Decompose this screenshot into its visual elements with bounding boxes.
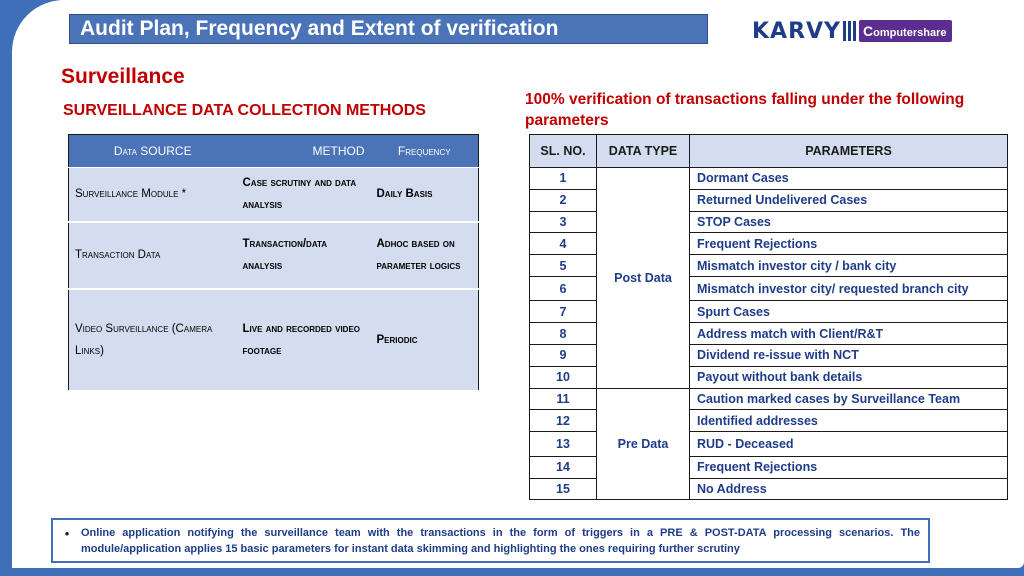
row-number: 9	[530, 345, 597, 367]
collection-methods-table	[68, 134, 479, 392]
footnote-text: Online application notifying the surveillance team with the transactions in the form of triggers in a PRE & POST-DATA processing scenarios. The module/application applies 15 basic parameters for instant data skimming and highlighting the ones requiring further scrutiny	[81, 527, 920, 555]
row-number: 6	[530, 276, 597, 301]
table-row	[530, 388, 1008, 410]
bullet-icon: •	[64, 526, 70, 541]
row-method: Transaction/data analysis	[237, 222, 371, 289]
row-number: 14	[530, 456, 597, 478]
row-parameter: Dividend re-issue with NCT	[690, 345, 1008, 367]
row-frequency: Adhoc based on parameter logics	[371, 222, 479, 289]
row-parameter: Address match with Client/R&T	[690, 323, 1008, 345]
karvy-logo-text: KARVY	[752, 18, 841, 44]
section-title: Surveillance	[61, 65, 185, 88]
row-parameter: Payout without bank details	[690, 366, 1008, 388]
table-header-row	[69, 135, 479, 168]
page-title: Audit Plan, Frequency and Extent of verification	[69, 14, 708, 44]
header-sl-no: SL. NO.	[530, 135, 597, 168]
table-header-row	[530, 135, 1008, 168]
data-type-post: Post Data	[597, 168, 690, 389]
row-parameter: Spurt Cases	[690, 301, 1008, 323]
left-subtitle: SURVEILLANCE DATA COLLECTION METHODS	[63, 102, 426, 119]
row-parameter: Frequent Rejections	[690, 233, 1008, 255]
computershare-rest: omputershare	[873, 27, 947, 39]
row-frequency: Daily Basis	[371, 168, 479, 222]
row-parameter: No Address	[690, 478, 1008, 500]
row-parameter: Returned Undelivered Cases	[690, 189, 1008, 211]
data-type-pre: Pre Data	[597, 388, 690, 500]
row-source: Surveillance Module *	[69, 168, 237, 222]
row-number: 12	[530, 410, 597, 432]
row-method: Case scrutiny and data analysis	[237, 168, 371, 222]
footnote-box	[51, 518, 930, 563]
logo-bars-icon	[843, 21, 856, 41]
row-parameter: Identified addresses	[690, 410, 1008, 432]
row-parameter: Caution marked cases by Surveillance Team	[690, 388, 1008, 410]
table-row	[69, 168, 479, 222]
header-frequency: Frequency	[371, 135, 479, 168]
row-number: 8	[530, 323, 597, 345]
header-parameters: PARAMETERS	[690, 135, 1008, 168]
parameters-table	[529, 134, 1008, 500]
table-row	[69, 222, 479, 289]
row-number: 3	[530, 211, 597, 233]
row-number: 4	[530, 233, 597, 255]
table-row	[69, 289, 479, 391]
row-parameter: RUD - Deceased	[690, 432, 1008, 457]
row-number: 13	[530, 432, 597, 457]
computershare-logo	[859, 20, 952, 42]
row-number: 5	[530, 255, 597, 277]
company-logo	[752, 17, 952, 45]
row-source: Video Surveillance (Camera Links)	[69, 289, 237, 391]
row-number: 2	[530, 189, 597, 211]
row-parameter: Dormant Cases	[690, 168, 1008, 190]
page-number: 33	[988, 552, 1004, 568]
header-data-type: DATA TYPE	[597, 135, 690, 168]
right-heading: 100% verification of transactions falling under the following parameters	[525, 91, 965, 129]
row-parameter: Mismatch investor city/ requested branch city	[690, 276, 1008, 301]
row-number: 7	[530, 301, 597, 323]
row-parameter: Frequent Rejections	[690, 456, 1008, 478]
computershare-initial: C	[862, 23, 874, 39]
row-method: Live and recorded video footage	[237, 289, 371, 391]
row-number: 15	[530, 478, 597, 500]
row-number: 1	[530, 168, 597, 190]
row-number: 10	[530, 366, 597, 388]
row-parameter: Mismatch investor city / bank city	[690, 255, 1008, 277]
header-method: METHOD	[237, 135, 371, 168]
row-number: 11	[530, 388, 597, 410]
row-frequency: Periodic	[371, 289, 479, 391]
row-parameter: STOP Cases	[690, 211, 1008, 233]
table-row	[530, 168, 1008, 190]
row-source: Transaction Data	[69, 222, 237, 289]
header-data-source: Data SOURCE	[69, 135, 237, 168]
